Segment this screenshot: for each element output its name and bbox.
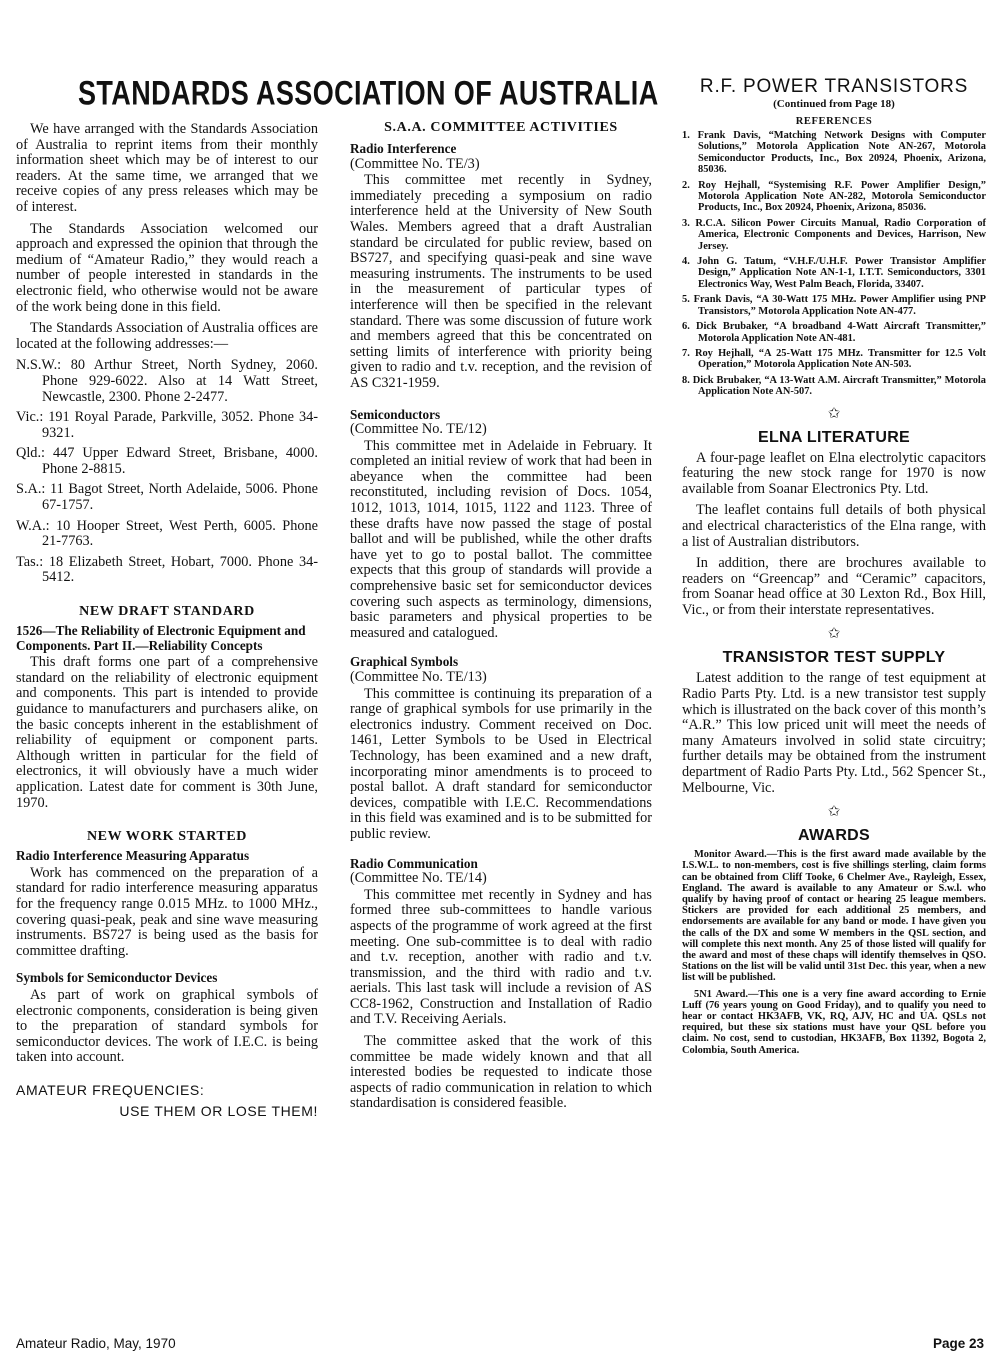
- elna-paragraph-3: In addition, there are brochures available to readers on “Greencap” and “Ceramic” capacitors, from Soanar head office at 30 Lexton Rd., Box Hill, Vic., or from their interstate representatives.: [682, 555, 986, 618]
- intro-paragraph-3: The Standards Association of Australia offices are located at the following addresses:—: [16, 320, 318, 352]
- reference-item: 8. Dick Brubaker, “A 13-Watt A.M. Aircraft Transmitter,” Motorola Application Note AN-507.: [682, 374, 986, 398]
- star-divider-icon: ✩: [827, 626, 841, 643]
- section-radio-communication-body: This committee met recently in Sydney and has formed three sub-committees to handle various aspects of the programme of work agreed at the first meeting. One sub-committee is to deal with radio and t.v. reception, another with radio and t.v. transmission, and the third with radio and t.v. aerials. This last task will include a revision of AS CC8-1962, Construction and Installation of Radio and T.V. Receiving Aerials.: [350, 886, 652, 1028]
- footer-page-number: Page 23: [932, 1336, 984, 1351]
- reference-item: 5. Frank Davis, “A 30-Watt 175 MHz. Power Amplifier using PNP Transistors,” Motorola Application Note AN-477.: [682, 294, 986, 317]
- reference-item: 4. John G. Tatum, “V.H.F./U.H.F. Power Transistor Amplifier Design,” Application Note AN-1-1, I.T.T. Semiconductors, 3301 Electronics Way, West Palm Beach, Florida, 33407.: [682, 256, 986, 290]
- awards-title: AWARDS: [797, 827, 871, 845]
- reference-item: 7. Roy Hejhall, “A 25-Watt 175 MHz. Transmitter for 12.5 Volt Operation,” Motorola Application Note AN-503.: [682, 347, 986, 371]
- references-heading: REFERENCES: [795, 116, 873, 127]
- monitor-award-paragraph: Monitor Award.—This is the first award made available by the I.S.W.L. to non-members, cost is five shillings sterling, claim forms can be obtained from Cliff Tooke, 6 Chelmer Ave., Rayleigh, Essex, England. The award is available to any Amateur or S.w.l. who qualify by having proof of contact or hearing 25 league members. Stickers are provided for each additional 25 members, and endorsements are available for any band or mode. I have given you the calls of the DX and some W members in the QSL section, and will complete this next month. Any 25 of those listed will qualify for the award and most of these chaps will identify themselves in QSO. Stations on the list will be valid until 31st Dec. this year, when a new list will be published.: [682, 849, 986, 984]
- draft-subheading: 1526—The Reliability of Electronic Equipment and Components. Part II.—Reliability Concepts: [16, 623, 306, 653]
- address-sa: S.A.: 11 Bagot Street, North Adelaide, 5006. Phone 67-1757.: [16, 481, 318, 514]
- section-radio-communication-body-2: The committee asked that the work of this committee be made widely known and that all interested bodies be requested to indicate those aspects of radio communication in relation to which standardisation is considered feasible.: [350, 1033, 652, 1112]
- reference-item: 1. Frank Davis, “Matching Network Designs with Computer Solutions,” Motorola Application Note AN-267, Motorola Semiconductor Products, Inc., Box 20924, Phoenix, Arizona, 85036.: [682, 130, 986, 176]
- committee-activities-heading: S.A.A. COMMITTEE ACTIVITIES: [384, 120, 618, 135]
- transistor-test-supply-title: TRANSISTOR TEST SUPPLY: [722, 649, 946, 667]
- star-divider-icon: ✩: [827, 405, 841, 422]
- section-semiconductors-committee: (Committee No. TE/12): [350, 421, 487, 438]
- transistor-test-supply-body: Latest addition to the range of test equipment at Radio Parts Pty. Ltd. is a new transistor test supply which is illustrated on the back cover of this month’s “A.R.” This low priced unit will meet the needs of many Amateurs involved in solid state circuitry; further details may be obtained from the instrument department of Radio Parts Pty. Ltd., 562 Spencer St., Melbourne, Vic.: [682, 670, 986, 796]
- reference-item: 6. Dick Brubaker, “A broadband 4-Watt Aircraft Transmitter,” Motorola Application Note AN-481.: [682, 321, 986, 344]
- slogan-line-1: AMATEUR FREQUENCIES:: [16, 1081, 205, 1098]
- star-divider-icon: ✩: [827, 804, 841, 821]
- draft-body: This draft forms one part of a comprehensive standard on the reliability of electronic equipment and components. This part is intended to provide guidance to manufacturers and purchasers alike, on the basic concepts inherent in the establishment of reliability of equipment or component parts. Although written in particular for the field of electronics, it will obviously have a much wider application. Latest date for comment is 30th June, 1970.: [16, 654, 318, 811]
- reference-item: 3. R.C.A. Silicon Power Circuits Manual, Radio Corporation of America, Electronic Components and Devices, Harrison, New Jersey.: [682, 217, 986, 252]
- rf-transistors-title: R.F. POWER TRANSISTORS: [699, 76, 969, 97]
- intro-paragraph-2: The Standards Association welcomed our approach and expressed the opinion that through the medium of “Amateur Radio,” they would reach a number of people interested in standards in the electronic field, who otherwise would not be aware of the work being done in this field.: [16, 220, 318, 315]
- slogan-line-2: USE THEM OR LOSE THEM!: [119, 1102, 318, 1119]
- new-work-heading: NEW WORK STARTED: [86, 829, 248, 845]
- column-right: [682, 76, 986, 1061]
- section-radio-interference-title: Radio Interference: [350, 141, 457, 156]
- elna-paragraph-2: The leaflet contains full details of both physical and electrical characteristics of the Elna range, with a list of Australian distributors.: [682, 502, 986, 550]
- column-left: [16, 122, 318, 1119]
- work2-body: As part of work on graphical symbols of electronic components, consideration is being given to the preparation of standard symbols for semiconductor devices. The work of I.E.C. is being taken into account.: [16, 986, 318, 1066]
- work1-body: Work has commenced on the preparation of a standard for radio interference measuring apparatus for the frequency range 0.015 MHz. to 1000 MHz., covering quasi-peak, peak and sine wave measuring instruments. BS727 is being used as the basis for committee drafting.: [16, 864, 318, 959]
- masthead-title: STANDARDS ASSOCIATION OF AUSTRALIA: [78, 74, 659, 113]
- elna-literature-title: ELNA LITERATURE: [757, 428, 911, 446]
- section-graphical-symbols-committee: (Committee No. TE/13): [350, 669, 487, 685]
- column-middle: [350, 120, 652, 1118]
- 5n1-award-paragraph: 5N1 Award.—This one is a very fine award according to Ernie Luff (76 years young on Good Friday), and to qualify you need to hear or contact HK3AFB, VK, RQ, AJV, HC and UA. QSLs not required, but these six stations must have your QSL before you claim. No cost, send to custodian, HK3AFB, Box 11392, Bogota 2, Colombia, South America.: [682, 988, 986, 1056]
- section-semiconductors-title: Semiconductors: [350, 406, 441, 422]
- section-graphical-symbols-title: Graphical Symbols: [350, 654, 459, 670]
- intro-paragraph-1: We have arranged with the Standards Association of Australia to reprint items from their monthly information sheet which may be of interest to our readers. At the same time, we arranged that we receive copies of any press releases which may be of interest.: [16, 121, 318, 215]
- work2-subheading: Symbols for Semiconductor Devices: [16, 970, 218, 986]
- work1-subheading: Radio Interference Measuring Apparatus: [16, 848, 250, 864]
- section-radio-interference-body: This committee met recently in Sydney, immediately preceding a symposium on radio interference held at the University of New South Wales. Members agreed that a draft Australian standard be circulated for public review, based on BS727, and specifying quasi-peak and sine wave measuring instruments. The instruments to be used in the measurement of particular types of interference will then be specified in the relevant standard. There was some discussion of future work and members agreed that this be concentrated on setting limits of interference with priority being given to radio and t.v. reception, and the revision of AS C321-1959.: [350, 172, 652, 391]
- section-radio-interference-committee: (Committee No. TE/3): [350, 155, 480, 172]
- address-nsw: N.S.W.: 80 Arthur Street, North Sydney, 2060. Phone 929-6022. Also at 14 Watt Street, Newcastle, 2300. Phone 2-2477.: [16, 357, 318, 405]
- address-qld: Qld.: 447 Upper Edward Street, Brisbane, 4000. Phone 2-8815.: [16, 445, 318, 477]
- address-wa: W.A.: 10 Hooper Street, West Perth, 6005. Phone 21-7763.: [16, 517, 318, 550]
- section-radio-communication-committee: (Committee No. TE/14): [350, 870, 487, 887]
- continued-note: (Continued from Page 18): [773, 98, 895, 110]
- section-semiconductors-body: This committee met in Adelaide in February. It completed an initial review of work that had been in abeyance when the committee had been reconstituted, including revision of Docs. 1054, 1012, 1013, 1014, 1015, 1122 and 1123. Three of these drafts have now passed the stage of postal ballot and will be published, while the other drafts have yet to go to postal ballot. The committee expects that this group of standards will provide a comprehensive basic set for semiconductor devices covering such aspects as terminology, dimensions, basic parameters and physical properties to be measured and catalogued.: [350, 437, 652, 641]
- elna-paragraph-1: A four-page leaflet on Elna electrolytic capacitors featuring the new stock range for 1970 is now available from Soanar Electronics Pty. Ltd.: [682, 449, 986, 497]
- footer-publication: Amateur Radio, May, 1970: [16, 1336, 176, 1351]
- address-vic: Vic.: 191 Royal Parade, Parkville, 3052. Phone 34-9321.: [16, 409, 318, 441]
- reference-item: 2. Roy Hejhall, “Systemising R.F. Power Amplifier Design,” Motorola Application Note AN-282, Motorola Semiconductor Products, Inc., Box 20924, Phoenix, Arizona, 85036.: [682, 179, 986, 214]
- section-radio-communication-title: Radio Communication: [350, 855, 478, 871]
- section-graphical-symbols-body: This committee is continuing its preparation of a range of graphical symbols for use primarily in the electronics industry. Comment received on Doc. 1461, Letter Symbols to be Used in Electrical Technology, has been examined and a new draft, incorporating minor amendments is to proceed to postal ballot. A draft standard for semiconductor devices, compatible with I.E.C. Recommendations in this field was examined and is to be submitted for public review.: [350, 685, 652, 842]
- address-tas: Tas.: 18 Elizabeth Street, Hobart, 7000. Phone 34-5412.: [16, 553, 318, 586]
- new-draft-heading: NEW DRAFT STANDARD: [79, 604, 255, 620]
